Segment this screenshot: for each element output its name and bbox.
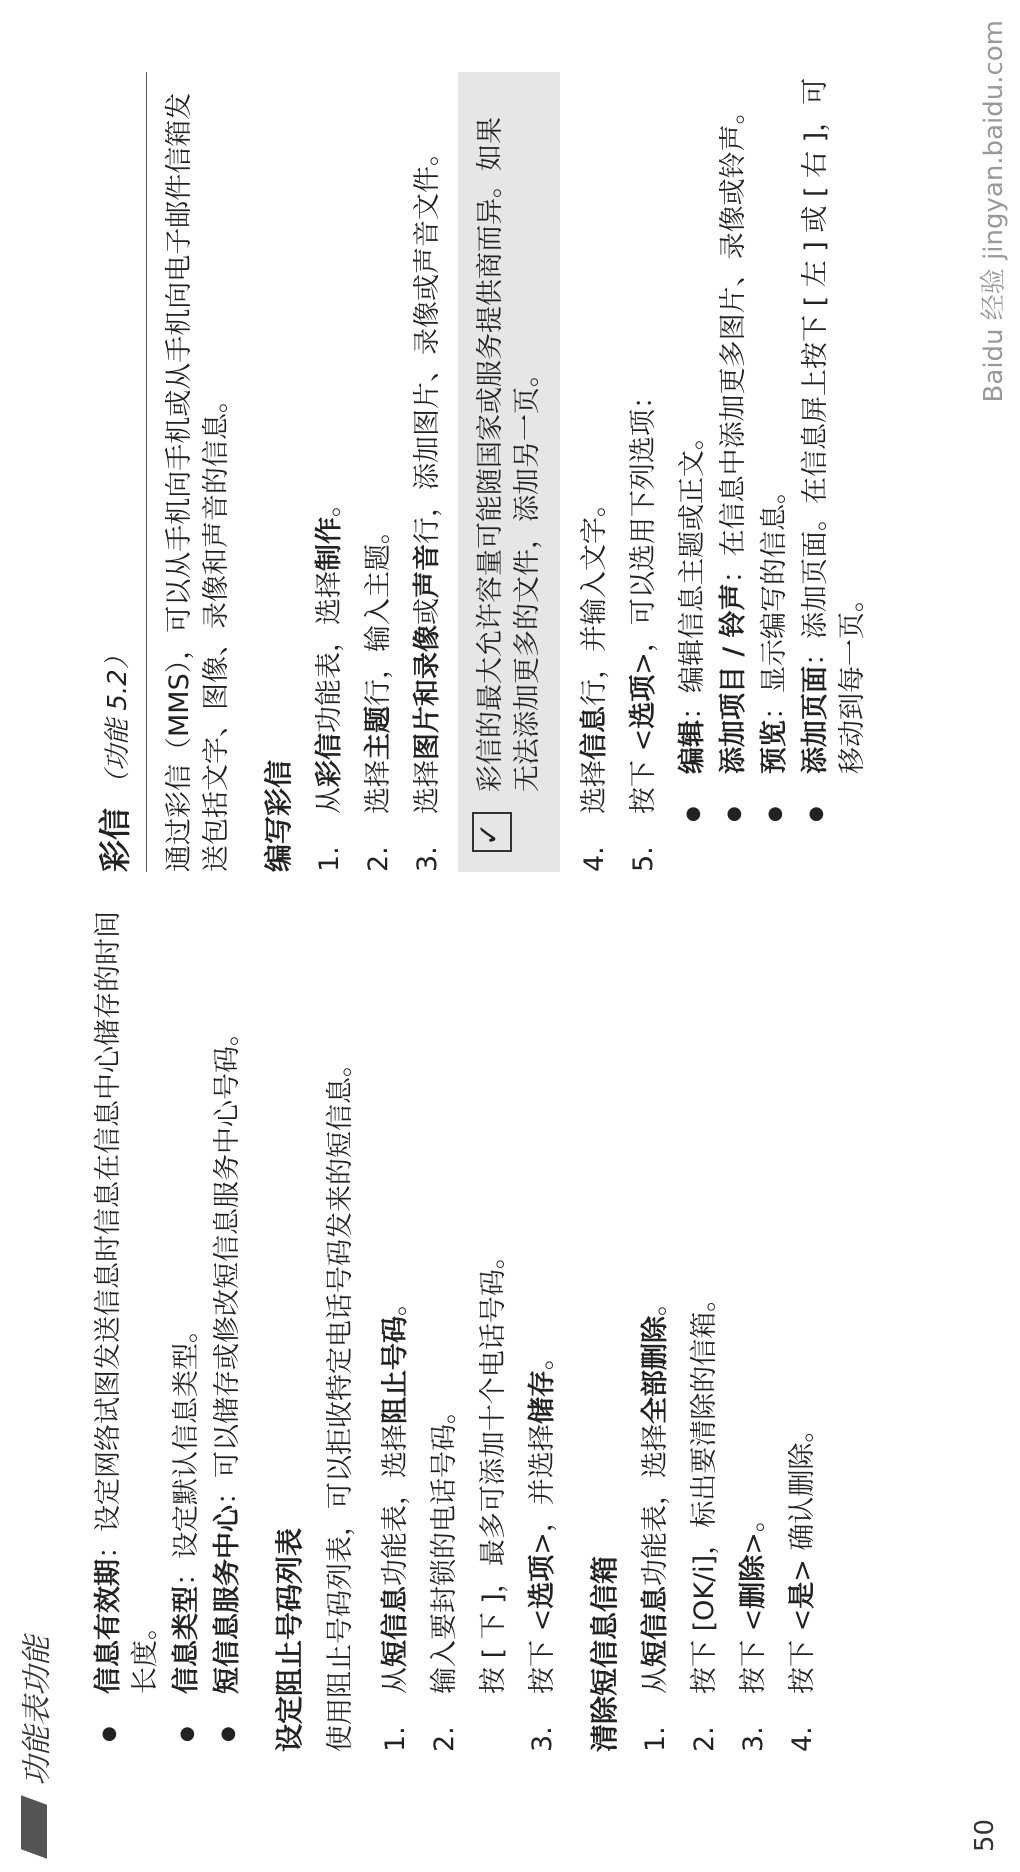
list-item: ● 编辑：编辑信息主题或正文。	[674, 72, 711, 832]
step-note: 按 [ 下 ]，最多可添加十个电话号码。	[478, 1242, 509, 1694]
step: 1. 从彩信功能表，选择制作。	[314, 490, 345, 872]
blocked-intro: 使用阻止号码列表，可以拒收特定电话号码发来的短信息。	[325, 1050, 356, 1752]
step: 1. 从短信息功能表，选择全部删除。	[640, 1289, 671, 1752]
page-number: 50	[970, 1818, 1000, 1852]
step: 3. 按下 <删除>。	[738, 1505, 769, 1752]
step: 4. 选择信息行，并输入文字。	[579, 490, 610, 872]
list-item: ● 短信息服务中心：可以储存或修改短信息服务中心号码。	[209, 892, 246, 1752]
mms-intro: 通过彩信（MMS），可以从手机向手机或从手机向电子邮件信箱发送包括文字、图像、录像和声音的信息。	[164, 92, 232, 872]
list-item: ● 添加页面：添加页面。在信息屏上按下 [ 左 ] 或 [ 右 ]，可移动到每一页。	[797, 72, 871, 832]
step: 2. 选择主题行，输入主题。	[363, 517, 394, 872]
watermark: Baidu 经验 jingyan.baidu.com	[979, 20, 1009, 403]
step: 3. 按下 <选项>，并选择储存。	[527, 1343, 558, 1752]
step: 2. 输入要封锁的电话号码。	[429, 1397, 460, 1752]
page-header-title: 功能表功能	[20, 1636, 55, 1786]
settings-bullet-list	[90, 892, 246, 1752]
list-item: ● 预览：显示编写的信息。	[756, 72, 793, 832]
section-heading-blocked: 设定阻止号码列表	[273, 1527, 306, 1752]
divider	[146, 72, 147, 872]
list-item: ● 添加项目 / 铃声：在信息中添加更多图片、录像或铃声。	[715, 72, 752, 832]
checkbox-note-icon	[472, 812, 512, 852]
note-box	[458, 72, 560, 872]
list-item: ● 信息类型：设定默认信息类型。	[168, 892, 205, 1752]
right-column	[90, 72, 875, 872]
step: 4. 按下 <是> 确认删除。	[787, 1415, 818, 1752]
page-header	[14, 1636, 54, 1854]
note-text: 彩信的最大允许容量可能随国家或服务提供商而异。如果无法添加更多的文件，添加另一页。	[475, 117, 543, 792]
section-title-mms: 彩信 （功能 5.2）	[96, 643, 134, 872]
section-heading-compose: 编写彩信	[262, 759, 295, 872]
header-bar-icon	[21, 1795, 47, 1858]
left-column	[90, 892, 833, 1752]
step: 5. 按下 <选项>，可以选用下列选项：	[628, 382, 659, 872]
list-item: ● 信息有效期：设定网络试图发送信息时信息在信息中心储存的时间长度。	[90, 892, 164, 1752]
step: 1. 从短信息功能表，选择阻止号码。	[380, 1289, 411, 1752]
section-heading-clear: 清除短信息信箱	[588, 1555, 621, 1752]
step: 3. 选择图片和录像或声音行，添加图片、录像或声音文件。	[412, 139, 443, 872]
step: 2. 按下 [OK/i]，标出要清除的信箱。	[689, 1284, 720, 1752]
options-list	[674, 72, 871, 872]
